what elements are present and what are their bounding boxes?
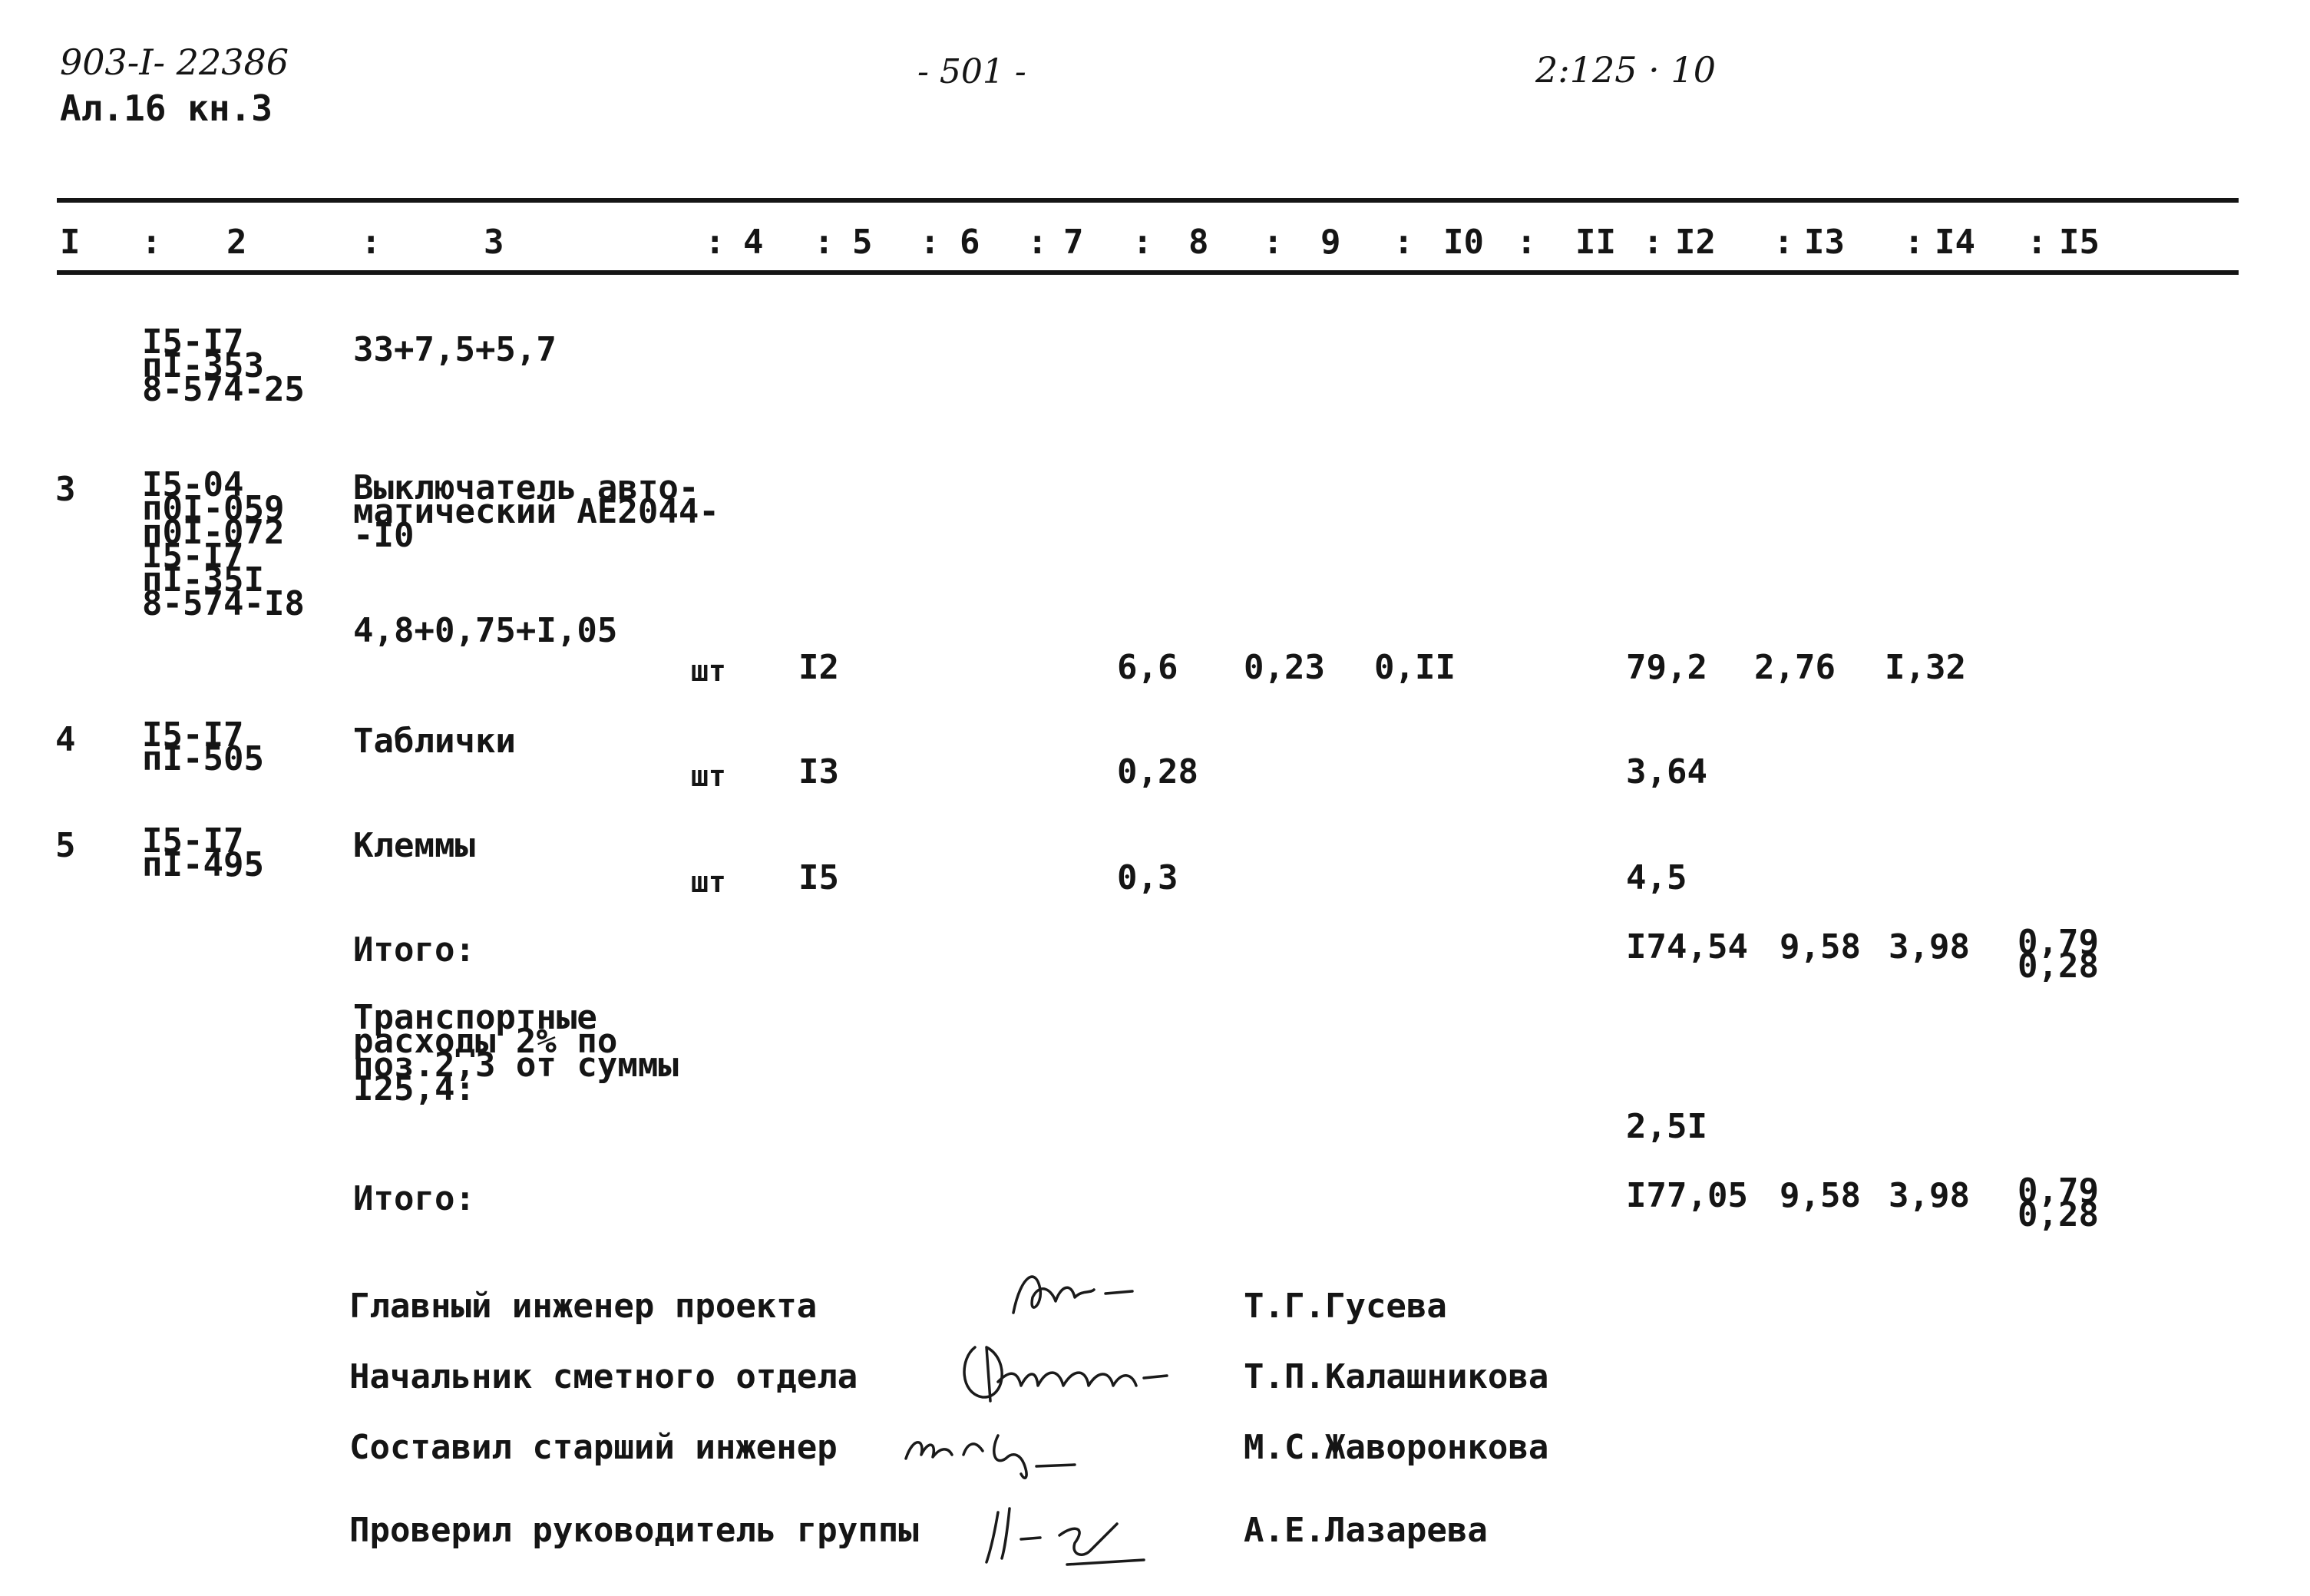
row-description: Выключатель авто- матический АЕ2044- -I0 [353,468,719,555]
row-description: 33+7,5+5,7 [353,330,557,369]
row-description: Таблички [353,722,516,761]
header-top-rule [57,198,2239,203]
row-col13: 2,76 [1754,648,1836,687]
row-description: Клеммы [353,826,475,865]
column-number: II [1575,223,1616,262]
signature-role: Составил старший инженер [349,1428,838,1467]
row-col8: 0,3 [1117,858,1178,897]
row-quantity: I3 [798,752,839,791]
row-codes: I5-04 п0I-059 п0I-072 I5-I7 пI-35I 8-574-I8 [142,465,305,623]
handwritten-signature [975,1497,1175,1574]
row-col12: 79,2 [1626,648,1707,687]
column-number: 3 [484,223,504,262]
column-separator: : [2027,223,2047,262]
total-col15: 0,79 0,28 [2018,1171,2099,1234]
column-number: 8 [1188,223,1209,262]
total-label: Итого: [353,1179,475,1218]
column-separator: : [141,223,162,262]
transport-col12: 2,5I [1626,1107,1707,1146]
row-col8: 0,28 [1117,752,1198,791]
column-number: I4 [1935,223,1975,262]
column-number: I0 [1443,223,1484,262]
transport-label: Транспортные расходы 2% по поз.2,3 от суммы I25,4: [353,998,679,1109]
column-number: 9 [1320,223,1341,262]
total-col14: 3,98 [1889,1176,1970,1215]
handwritten-signature [898,1413,1129,1482]
column-separator: : [920,223,940,262]
column-number: 2 [226,223,247,262]
handwritten-signature [952,1328,1213,1413]
column-separator: : [1393,223,1414,262]
column-separator: : [1027,223,1048,262]
subtotal-col12: I74,54 [1626,927,1748,967]
row-quantity: I2 [798,648,839,687]
column-number: I2 [1675,223,1716,262]
column-separator: : [1904,223,1925,262]
row-position: 5 [55,826,76,865]
sheet-stamp: 2:125 · 10 [1535,49,1716,91]
column-number: I3 [1804,223,1845,262]
row-codes: I5-I7 пI-505 [142,715,264,778]
signature-name: А.Е.Лазарева [1244,1511,1488,1550]
signature-role: Начальник сметного отдела [349,1357,858,1396]
signature-name: Т.Г.Гусева [1244,1287,1447,1326]
total-col13: 9,58 [1780,1176,1861,1215]
album-reference: Ал.16 кн.3 [60,88,273,129]
handwritten-signature [998,1259,1182,1328]
column-number: I5 [2059,223,2100,262]
row-position: 3 [55,470,76,509]
row-description-extra: 4,8+0,75+I,05 [353,611,618,650]
column-separator: : [1516,223,1537,262]
signature-name: М.С.Жаворонкова [1244,1428,1549,1467]
column-separator: : [1773,223,1794,262]
subtotal-col15: 0,79 0,28 [2018,923,2099,986]
column-number: 5 [852,223,873,262]
row-col8: 6,6 [1117,648,1178,687]
subtotal-col14: 3,98 [1889,927,1970,967]
column-number: I [60,223,81,262]
subtotal-col13: 9,58 [1780,927,1861,967]
page-number: - 501 - [917,52,1026,91]
row-codes: I5-I7 пI-353 8-574-25 [142,322,305,409]
row-position: 4 [55,720,76,759]
column-number: 4 [743,223,764,262]
row-col10: 0,II [1374,648,1456,687]
column-separator: : [1643,223,1664,262]
column-number: 6 [960,223,980,262]
subtotal-label: Итого: [353,930,475,970]
row-unit: шт [691,654,726,688]
signature-role: Проверил руководитель группы [349,1511,919,1550]
column-number: 7 [1063,223,1084,262]
signature-role: Главный инженер проекта [349,1287,818,1326]
header-bottom-rule [57,270,2239,275]
total-col12: I77,05 [1626,1176,1748,1215]
row-quantity: I5 [798,858,839,897]
column-separator: : [705,223,725,262]
signature-name: Т.П.Калашникова [1244,1357,1549,1396]
column-separator: : [1263,223,1284,262]
row-codes: I5-I7 пI-495 [142,821,264,884]
document-code: 903-I- 22386 [60,41,289,83]
row-unit: шт [691,865,726,899]
column-separator: : [361,223,382,262]
row-col12: 4,5 [1626,858,1687,897]
column-separator: : [1132,223,1153,262]
row-col12: 3,64 [1626,752,1707,791]
column-separator: : [814,223,834,262]
row-unit: шт [691,759,726,793]
row-col9: 0,23 [1244,648,1325,687]
row-col14: I,32 [1885,648,1966,687]
